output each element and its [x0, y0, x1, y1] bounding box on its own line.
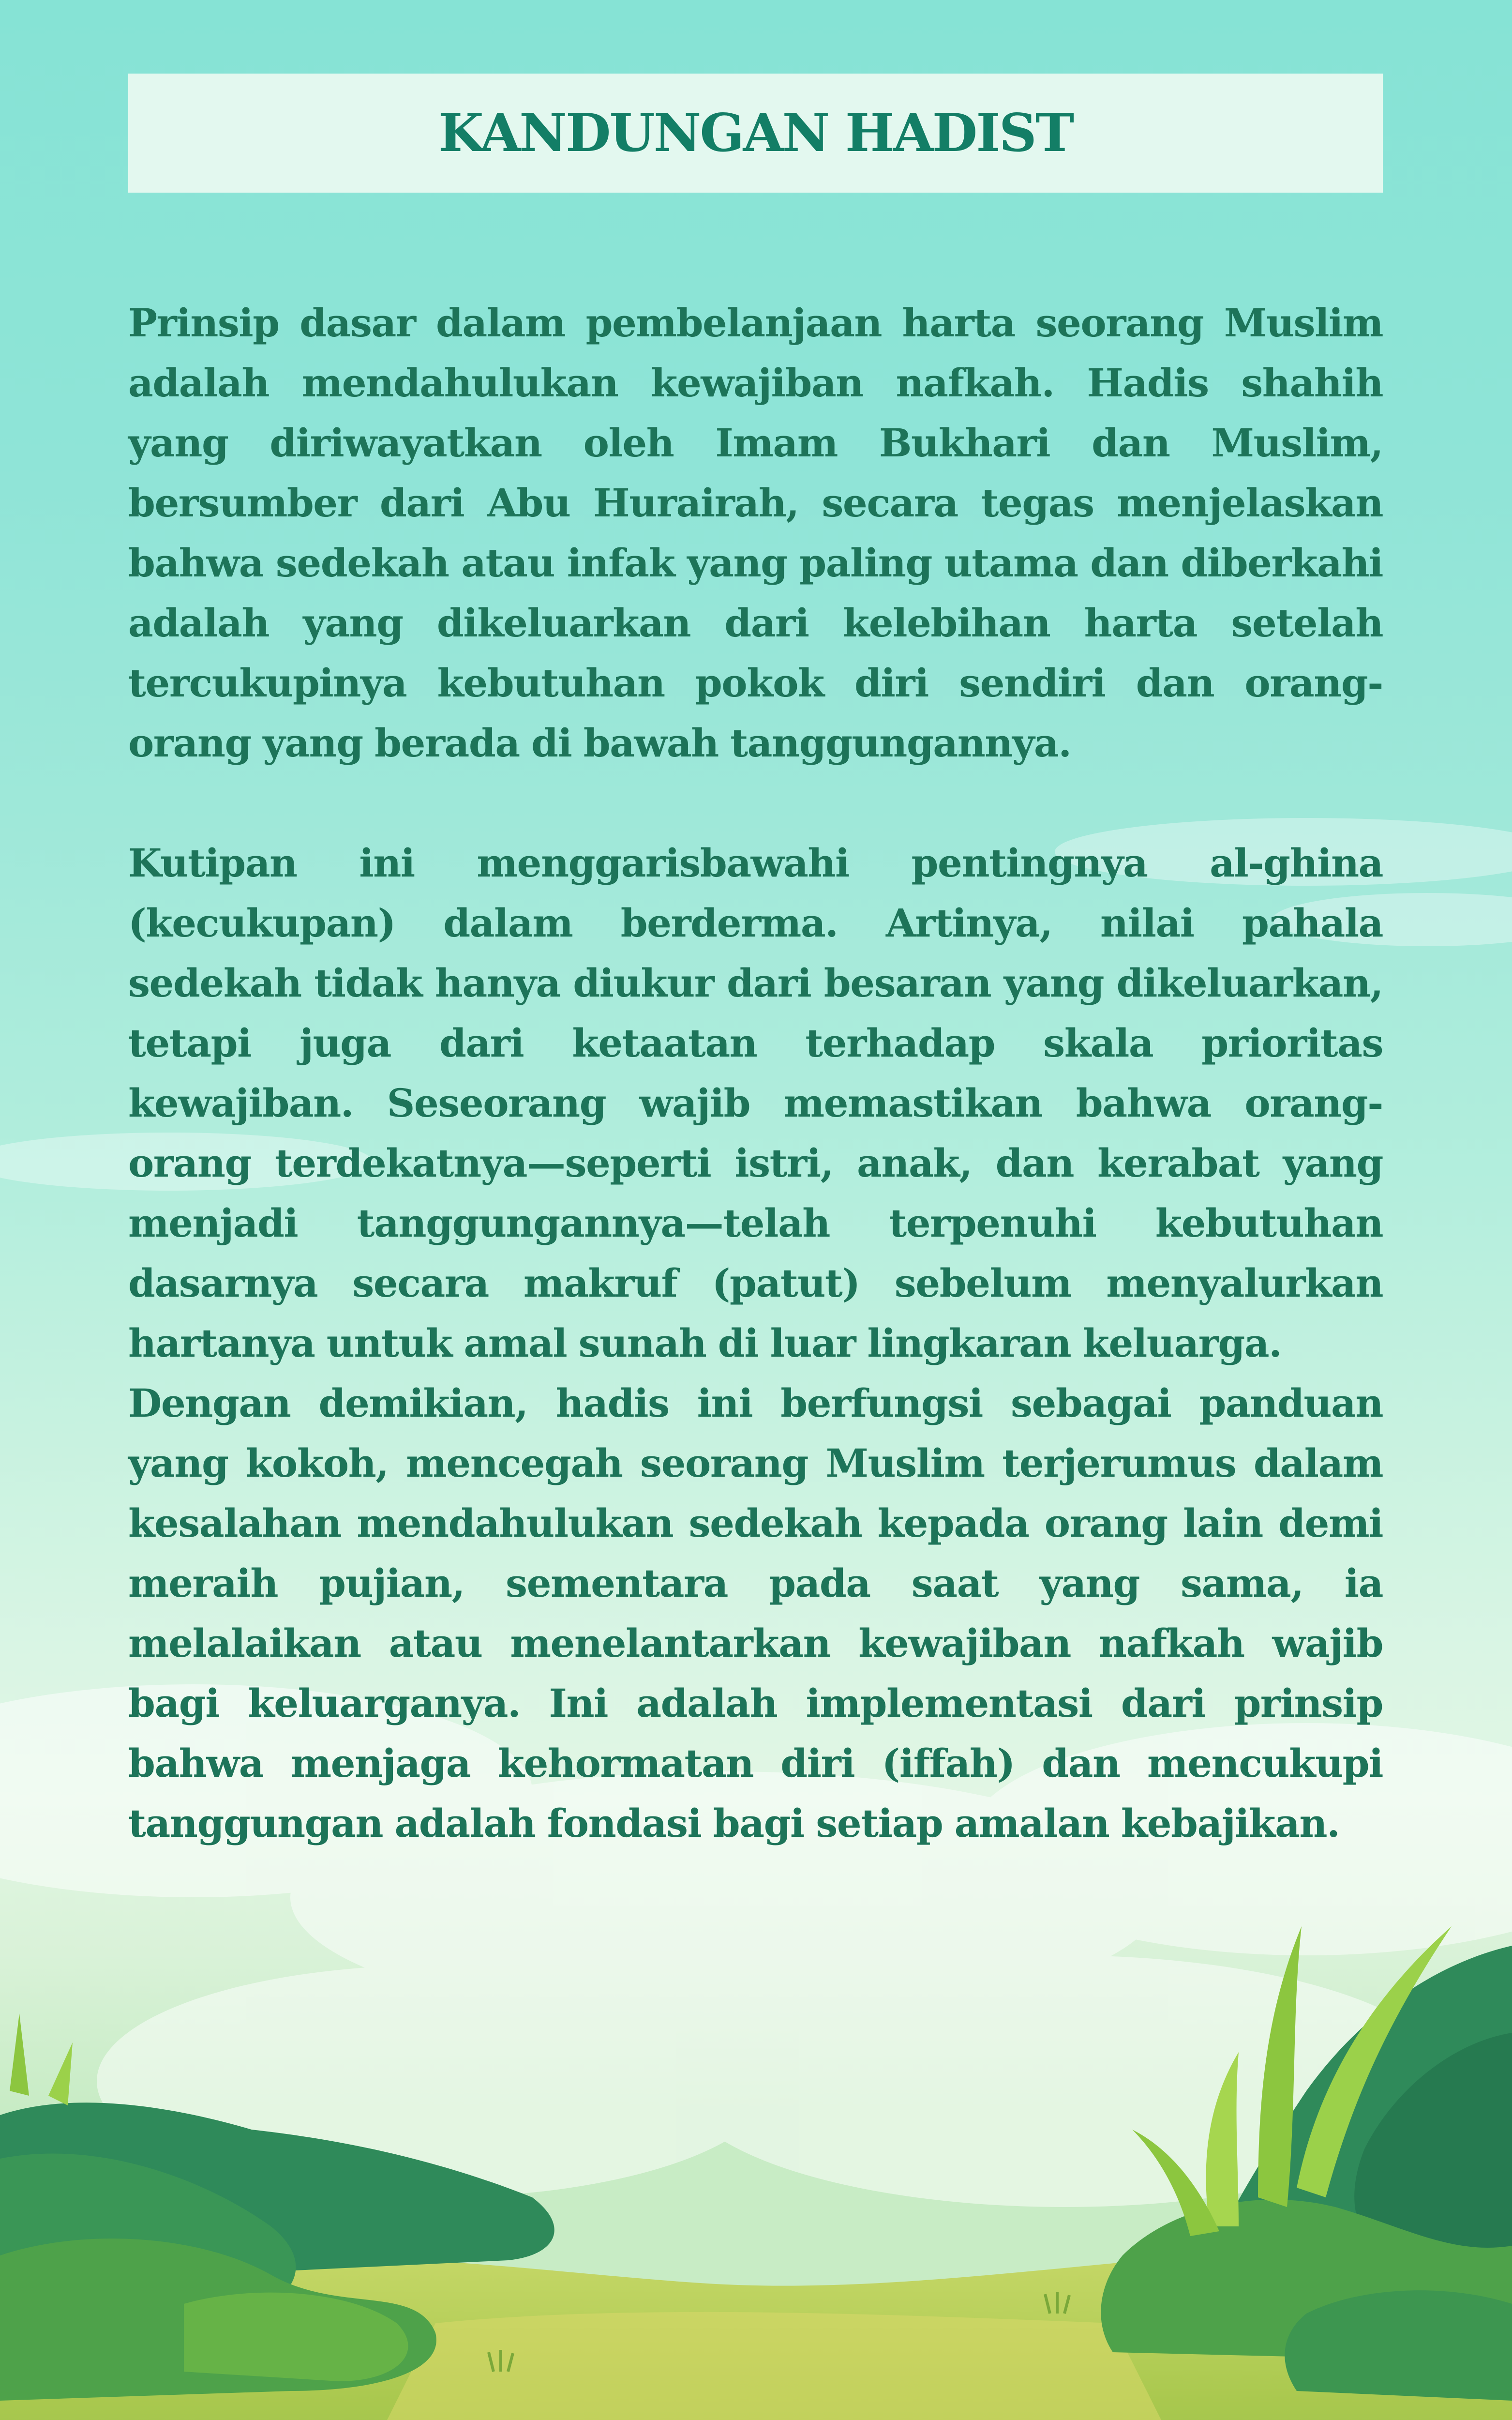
page-title: KANDUNGAN HADIST — [438, 103, 1073, 164]
paragraph: Dengan demikian, hadis ini berfungsi sebagai panduan yang kokoh, mencegah seorang Muslim terjerumus dalam kesalahan mendahulukan sedekah kepada orang lain demi meraih pujian, sementara pada saat yang sama, ia melalaikan atau menelantarkan kewajiban nafkah wajib bagi keluarganya. Ini adalah implementasi dari prinsip bahwa menjaga kehormatan diri (iffah) dan mencukupi tanggungan adalah fondasi bagi setiap amalan kebajikan. — [128, 1380, 1383, 1846]
grass-icon — [48, 2042, 73, 2105]
title-banner — [128, 74, 1383, 193]
meadow-icon — [387, 2312, 1161, 2420]
grass-icon — [1206, 2052, 1239, 2226]
paragraph: Prinsip dasar dalam pembelanjaan harta seorang Muslim adalah mendahulukan kewajiban nafkah. Hadis shahih yang diriwayatkan oleh Imam Bukhari dan Muslim, bersumber dari Abu Hurairah, secara tegas menjelaskan bahwa sedekah atau infak yang paling utama dan diberkahi adalah yang dikeluarkan dari kelebihan harta setelah tercukupinya kebutuhan pokok diri sendiri dan orang-orang yang berada di bawah tanggungannya. — [128, 300, 1383, 766]
paragraph: Kutipan ini menggarisbawahi pentingnya al-ghina (kecukupan) dalam berderma. Artinya, nilai pahala sedekah tidak hanya diukur dari besaran yang dikeluarkan, tetapi juga dari ketaatan terhadap skala prioritas kewajiban. Seseorang wajib memastikan bahwa orang-orang terdekatnya—seperti istri, anak, dan kerabat yang menjadi tanggungannya—telah terpenuhi kebutuhan dasarnya secara makruf (patut) sebelum menyalurkan hartanya untuk amal sunah di luar lingkaran keluarga. — [128, 840, 1383, 1366]
meadow-scene — [0, 1888, 1512, 2420]
content-body — [128, 293, 1383, 1853]
grass-icon — [10, 2013, 29, 2096]
